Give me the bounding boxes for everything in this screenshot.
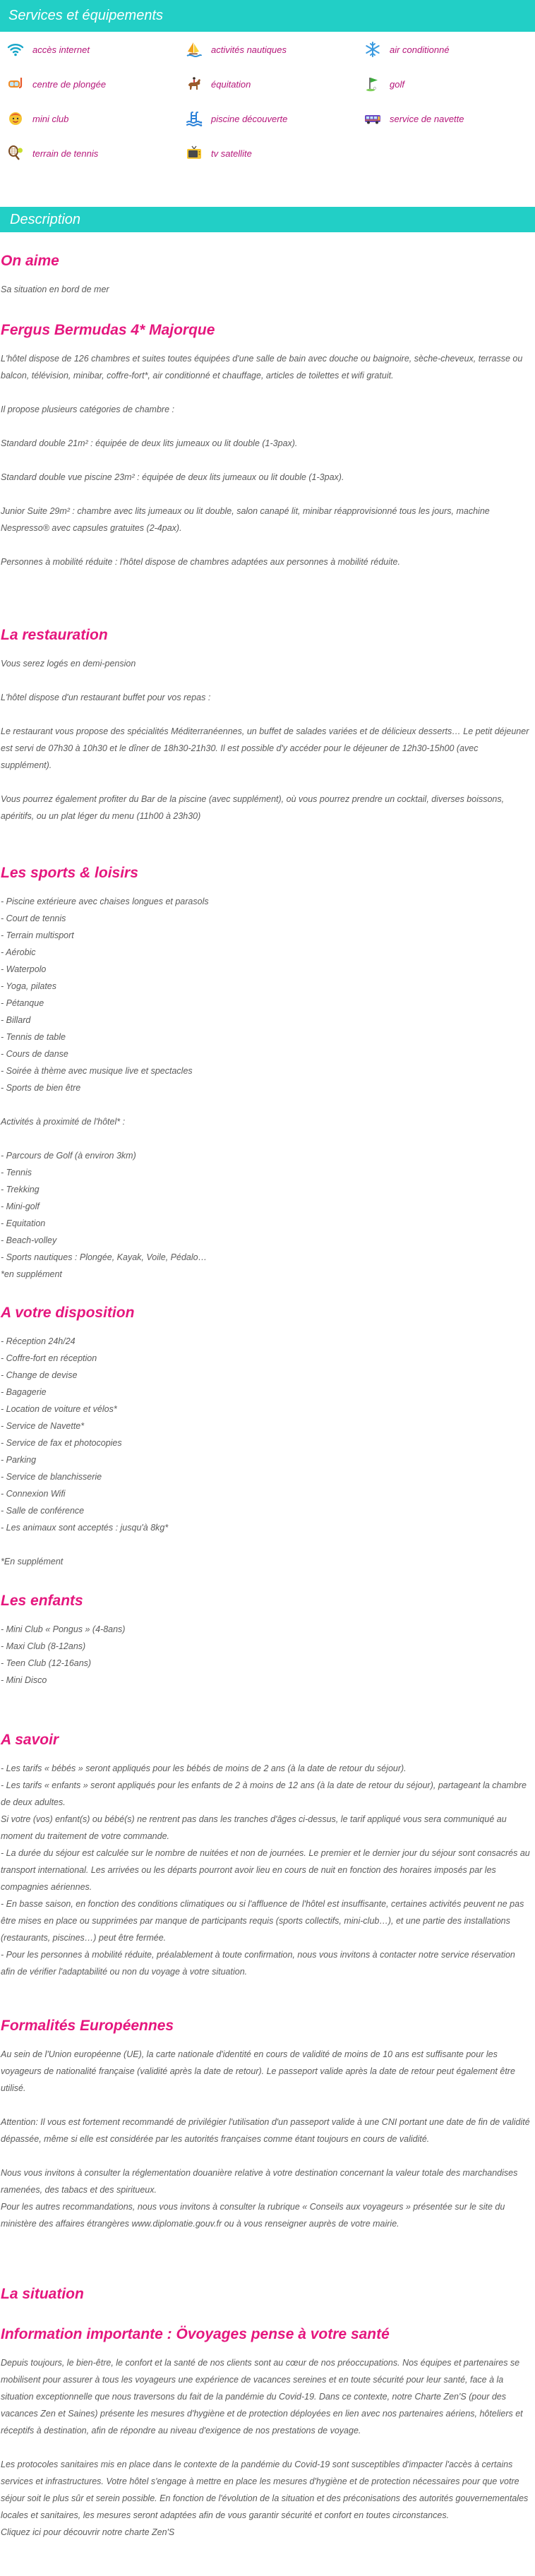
enfants-section <box>1 1591 531 1689</box>
child-face-icon <box>7 110 24 127</box>
services-grid <box>7 40 533 179</box>
list-item: - Equitation <box>1 1218 46 1228</box>
windsurf-icon <box>186 41 203 58</box>
service-item <box>186 75 364 93</box>
list-item: - Réception 24h/24 <box>1 1336 76 1346</box>
service-label: terrain de tennis <box>32 148 99 159</box>
footnote: *En supplément <box>1 1557 64 1566</box>
hotel-section <box>1 320 531 570</box>
section-heading: Les enfants <box>1 1593 83 1609</box>
tennis-icon <box>7 145 24 162</box>
paragraph: Pour les autres recommandations, nous vous invitons à consulter la rubrique « Conseils aux voyageurs » présentée sur le site du ministère des affaires étrangères www.diplomatie.gouv.fr ou à vous renseigner auprès de votre mairie. <box>1 2202 505 2229</box>
service-item <box>7 75 186 93</box>
on-aime-section <box>1 251 531 298</box>
disposition-section <box>1 1303 531 1570</box>
paragraph: Vous pourrez également profiter du Bar de la piscine (avec supplément), où vous pourrez prendre un cocktail, diverses boissons, apéritifs, ou un plat léger du menu (11h00 à 23h30) <box>1 794 505 821</box>
paragraph: Standard double 21m² : équipée de deux lits jumeaux ou lit double (1-3pax). <box>1 438 298 448</box>
list-item: - La durée du séjour est calculée sur le nombre de nuitées et non de journées. Le premier et le dernier jour du séjour sont consacrés au transport international. Les arrivées ou les départs pourront avoir lieu en cours de nuit en fonction des horaires imposés par les compagnies aériennes. <box>1 1848 530 1892</box>
list-item: - Sports nautiques : Plongée, Kayak, Voile, Pédalo… <box>1 1252 208 1262</box>
list-item: - Service de fax et photocopies <box>1 1438 122 1448</box>
section-heading: Les sports & loisirs <box>1 865 138 881</box>
paragraph: Le restaurant vous propose des spécialités Méditerranéennes, un buffet de salades variées et de délicieux desserts… Le petit déjeuner est servi de 07h30 à 10h30 et le dîner de 18h30-21h30. Il est possible d'y accéder pour le déjeuner de 12h30-15h00 (avec supplément). <box>1 726 529 770</box>
service-label: air conditionné <box>390 44 450 55</box>
paragraph: Standard double vue piscine 23m² : équipée de deux lits jumeaux ou lit double (1-3pax). <box>1 472 344 482</box>
health-info-section <box>1 2325 531 2541</box>
list-item: - Aérobic <box>1 947 36 957</box>
list-item: - Bagagerie <box>1 1387 47 1397</box>
list-item: - Court de tennis <box>1 913 66 923</box>
service-label: équitation <box>211 78 251 90</box>
section-heading: Formalités Européennes <box>1 2018 174 2034</box>
list-item: - Soirée à thème avec musique live et spectacles <box>1 1066 193 1076</box>
formalites-section <box>1 2016 531 2232</box>
service-item <box>186 109 364 128</box>
paragraph: Nous vous invitons à consulter la réglementation douanière relative à votre destination concernant la valeur totale des marchandises ramenées, des tabacs et des spiritueux. <box>1 2168 518 2195</box>
section-heading: A votre disposition <box>1 1305 135 1321</box>
list-item: - Tennis de table <box>1 1032 66 1042</box>
paragraph: Junior Suite 29m² : chambre avec lits jumeaux ou lit double, salon canapé lit, minibar réapprovisionné tous les jours, machine Nespresso® avec capsules gratuites (2-4pax). <box>1 506 490 533</box>
service-label: piscine découverte <box>211 113 288 124</box>
list-item: - Billard <box>1 1015 31 1025</box>
paragraph: Au sein de l'Union européenne (UE), la carte nationale d'identité en cours de validité de moins de 10 ans est suffisante pour les voyageurs de nationalité française (validité après la date de retour). Le passeport valide après la date de retour peut également être utilisé. <box>1 2049 515 2093</box>
tv-icon <box>186 145 203 162</box>
service-label: service de navette <box>390 113 464 124</box>
list-item: - Teen Club (12-16ans) <box>1 1658 92 1668</box>
list-item: - Terrain multisport <box>1 930 74 940</box>
service-item <box>186 40 364 59</box>
service-item <box>186 144 364 162</box>
list-item: - Cours de danse <box>1 1049 68 1059</box>
service-label: accès internet <box>32 44 90 55</box>
sports-section <box>1 863 531 1283</box>
list-item: - Change de devise <box>1 1370 78 1380</box>
swimming-pool-icon <box>186 110 203 127</box>
list-item: - Mini-golf <box>1 1202 40 1211</box>
service-item <box>364 109 533 128</box>
list-item: - Location de voiture et vélos* <box>1 1404 117 1414</box>
list-item: - Service de Navette* <box>1 1421 85 1431</box>
list-item: - En basse saison, en fonction des conditions climatiques ou si l'affluence de l'hôtel est insuffisante, certaines activités peuvent ne pas être mises en place ou supprimées par manque de participants requis (sports collectifs, mini-club…), et une partie des installations (restaurants, piscines…) peut être fermée. <box>1 1899 524 1943</box>
list-item: - Service de blanchisserie <box>1 1472 102 1482</box>
section-heading: On aime <box>1 253 59 269</box>
wifi-icon <box>7 41 24 58</box>
charter-link[interactable]: Cliquez ici pour découvrir notre charte Zen'S <box>1 2527 175 2537</box>
service-item <box>364 75 533 93</box>
list-item: - Parcours de Golf (à environ 3km) <box>1 1151 136 1161</box>
paragraph: Les protocoles sanitaires mis en place dans le contexte de la pandémie du Covid-19 sont susceptibles d'impacter l'accès à certains services et infrastructures. Votre hôtel s'engage à mettre en place les mesures d'hygiène et de protection nécessaires pour que votre séjour soit le plus sûr et serein possible. En fonction de l'évolution de la situation et des préconisations des autorités gouvernementales locales et sanitaires, les mesures seront adaptées afin de vous garantir sécurité et confort en toutes circonstances. <box>1 2460 529 2520</box>
list-item: - Les tarifs « enfants » seront appliqués pour les enfants de 2 à moins de 12 ans (à la date de retour du séjour), partageant la chambre de deux adultes. <box>1 1780 527 1807</box>
footnote: *en supplément <box>1 1269 62 1279</box>
service-label: mini club <box>32 113 69 124</box>
list-item: - Trekking <box>1 1185 40 1194</box>
section-heading: La restauration <box>1 627 108 643</box>
service-label: activités nautiques <box>211 44 287 55</box>
restauration-section <box>1 625 531 825</box>
section-heading: A savoir <box>1 1732 59 1748</box>
paragraph: Il propose plusieurs catégories de chambre : <box>1 405 174 414</box>
list-item: - Piscine extérieure avec chaises longues et parasols <box>1 897 209 906</box>
section-heading: Information importante : Övoyages pense à votre santé <box>1 2326 390 2342</box>
service-item <box>364 40 533 59</box>
service-item <box>7 144 186 162</box>
list-item: - Mini Disco <box>1 1675 47 1685</box>
list-item: - Les tarifs « bébés » seront appliqués pour les bébés de moins de 2 ans (à la date de retour du séjour). <box>1 1763 407 1773</box>
list-item: - Les animaux sont acceptés : jusqu'à 8kg* <box>1 1523 169 1533</box>
horse-rider-icon <box>186 76 203 92</box>
section-heading: La situation <box>1 2286 84 2302</box>
service-label: tv satellite <box>211 148 252 159</box>
paragraph: L'hôtel dispose d'un restaurant buffet pour vos repas : <box>1 693 211 702</box>
paragraph: Attention: Il vous est fortement recommandé de privilégier l'utilisation d'un passeport valide à une CNI portant une date de fin de validité dépassée, même si elle est considérée par les autorités françaises comme étant toujours en cours de validité. <box>1 2117 530 2144</box>
list-item: - Coffre-fort en réception <box>1 1353 97 1363</box>
list-item: - Sports de bien être <box>1 1083 81 1093</box>
paragraph: Vous serez logés en demi-pension <box>1 659 136 669</box>
list-item: - Pour les personnes à mobilité réduite, préalablement à toute confirmation, nous vous invitons à contacter notre service réservation afin de vérifier l'adaptabilité ou non du voyage à votre situation. <box>1 1950 515 1977</box>
paragraph: L'hôtel dispose de 126 chambres et suites toutes équipées d'une salle de bain avec douche ou baignoire, sèche-cheveux, terrasse ou balcon, télévision, minibar, coffre-fort*, air conditionné et chauffage, articles de toilettes et wifi gratuit. <box>1 354 523 381</box>
list-item: - Waterpolo <box>1 964 47 974</box>
diving-mask-icon <box>7 76 24 92</box>
golf-flag-icon <box>364 76 381 92</box>
services-section-title: Services et équipements <box>0 0 535 32</box>
service-label: golf <box>390 78 404 90</box>
service-item <box>7 109 186 128</box>
list-item: - Yoga, pilates <box>1 981 56 991</box>
list-item: - Parking <box>1 1455 37 1465</box>
hotel-name-heading: Fergus Bermudas 4* Majorque <box>1 322 215 338</box>
situation-section <box>1 2284 531 2314</box>
list-item: - Pétanque <box>1 998 44 1008</box>
snowflake-icon <box>364 41 381 58</box>
service-item <box>7 40 186 59</box>
paragraph: Sa situation en bord de mer <box>1 284 109 294</box>
paragraph: Si votre (vos) enfant(s) ou bébé(s) ne rentrent pas dans les tranches d'âges ci-dessus, le tarif appliqué vous sera communiqué au moment du traitement de votre commande. <box>1 1814 507 1841</box>
nearby-activities-title: Activités à proximité de l'hôtel* : <box>1 1117 126 1127</box>
list-item: - Beach-volley <box>1 1235 57 1245</box>
service-label: centre de plongée <box>32 78 107 90</box>
a-savoir-section <box>1 1730 531 1980</box>
paragraph: Depuis toujours, le bien-être, le confort et la santé de nos clients sont au cœur de nos préoccupations. Nos équipes et partenaires se mobilisent pour assurer à tous les voyageurs une expérience de vacances sereines et en toute sécurité pour leur santé, face à la situation exceptionnelle que nous traversons du fait de la pandémie du Covid-19. Dans ce contexte, notre Charte Zen'S (pour des vacances Zen et Saines) présente les mesures d'hygiène et de protection déployées en lien avec nos partenaires aériens, hôteliers et réceptifs à destination, afin de répondre au niveau d'exigence de nos prestations de voyage. <box>1 2358 523 2436</box>
list-item: - Mini Club « Pongus » (4-8ans) <box>1 1624 126 1634</box>
paragraph: Personnes à mobilité réduite : l'hôtel dispose de chambres adaptées aux personnes à mobilité réduite. <box>1 557 400 567</box>
list-item: - Maxi Club (8-12ans) <box>1 1641 86 1651</box>
list-item: - Tennis <box>1 1168 32 1178</box>
shuttle-bus-icon <box>364 110 381 127</box>
list-item: - Salle de conférence <box>1 1506 85 1516</box>
list-item: - Connexion Wifi <box>1 1489 66 1499</box>
description-section-title: Description <box>0 207 535 232</box>
